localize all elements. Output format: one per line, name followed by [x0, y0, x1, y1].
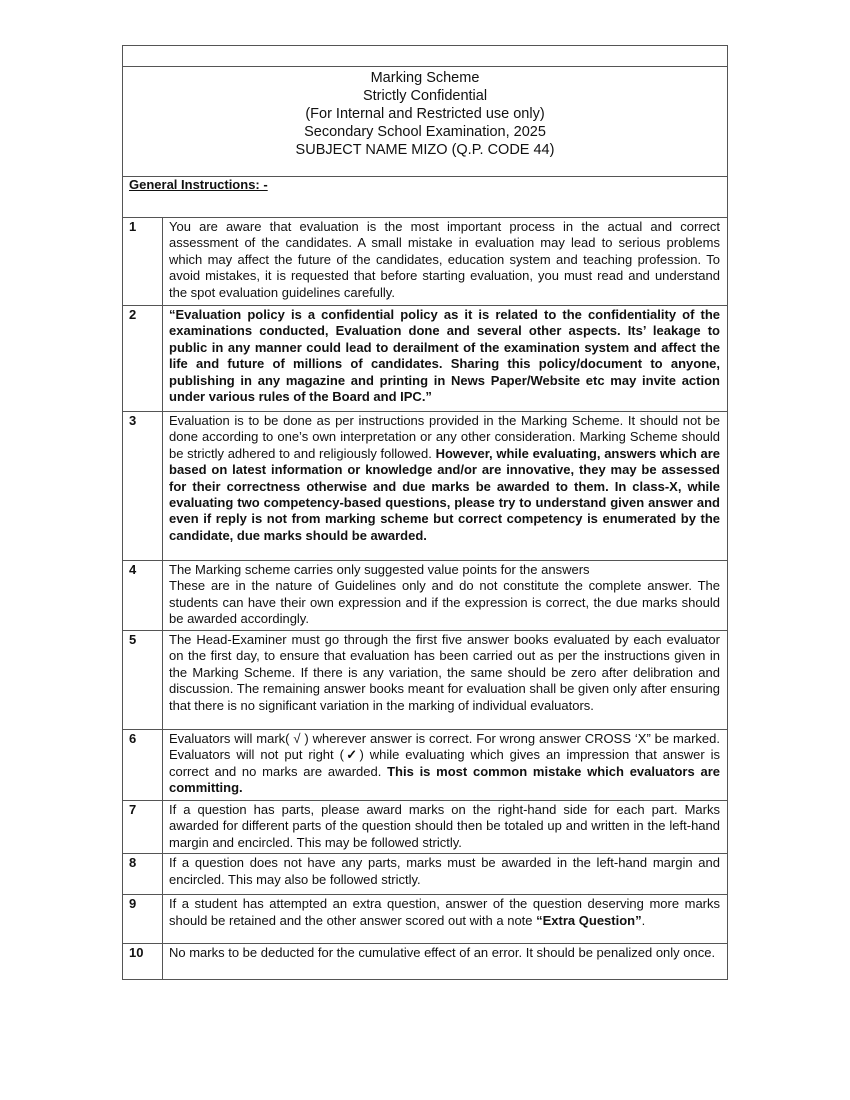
instruction-paragraph [169, 578, 720, 627]
body-text: If a question has parts, please award marks on the right-hand side for each part. Marks awarded for different parts of the question should then be totaled up and written in the left-hand margin and encircled. This may be followed strictly. [169, 802, 720, 850]
instruction-number: 5 [123, 631, 163, 730]
emphasized-text: This is most common mistake which evaluators are committing. [169, 763, 720, 796]
instruction-number: 9 [123, 895, 163, 944]
instruction-text [163, 561, 728, 631]
instruction-paragraph [169, 802, 720, 851]
instruction-number: 2 [123, 306, 163, 412]
instruction-paragraph [169, 562, 720, 578]
emphasized-text: “Extra Question” [536, 912, 642, 928]
title-confidential: Strictly Confidential [362, 88, 488, 104]
instruction-row [123, 730, 728, 801]
instruction-number: 7 [123, 801, 163, 854]
title-exam: Secondary School Examination, 2025 [304, 124, 546, 140]
body-text: If a student has attempted an extra question, answer of the question deserving more marks should be retained and the other answer scored out with a note [169, 896, 720, 928]
instruction-paragraph [169, 307, 720, 405]
instruction-text [163, 944, 728, 980]
title-restricted: (For Internal and Restricted use only) [305, 106, 545, 122]
instruction-row [123, 854, 728, 895]
emphasized-text: “Evaluation policy is a confidential policy as it is related to the confidentiality of the examinations conducted, Evaluation done and several other aspects. Its’ leakage to public in any manner could lead to derailment of the examination system and affect the life and future of millions of candidates. Sharing this policy/document to anyone, publishing in any magazine and printing in News Paper/Website etc may invite action under various rules of the Board and IPC.” [169, 307, 720, 405]
instruction-text [163, 631, 728, 730]
instruction-text [163, 412, 728, 561]
body-text: . [641, 912, 646, 928]
instruction-paragraph [169, 945, 720, 961]
body-text: These are in the nature of Guidelines only and do not constitute the complete answer. The students can have their own expression and if the expression is correct, the due marks should be awarded accordingly. [169, 578, 720, 627]
title-block [123, 67, 728, 177]
instruction-number: 6 [123, 730, 163, 801]
instruction-row [123, 895, 728, 944]
instruction-row [123, 218, 728, 306]
instruction-paragraph [169, 632, 720, 714]
instruction-row [123, 944, 728, 980]
instruction-row [123, 561, 728, 631]
instruction-text [163, 730, 728, 801]
instruction-row [123, 631, 728, 730]
instruction-number: 4 [123, 561, 163, 631]
body-text: The Marking scheme carries only suggested value points for the answers [169, 562, 590, 577]
instruction-paragraph [169, 219, 720, 301]
instruction-number: 1 [123, 218, 163, 306]
instruction-row [123, 412, 728, 561]
instruction-row [123, 801, 728, 854]
body-text: ) while evaluating which gives an impression that answer is correct and no marks are awarded. [169, 747, 720, 779]
instruction-number: 10 [123, 944, 163, 980]
general-instructions-row [123, 177, 728, 218]
title-subject: SUBJECT NAME MIZO (Q.P. CODE 44) [295, 142, 555, 158]
instruction-text [163, 306, 728, 412]
instruction-text [163, 218, 728, 306]
instruction-paragraph [169, 731, 720, 797]
title-marking-scheme: Marking Scheme [370, 70, 480, 86]
marking-scheme-table [122, 45, 728, 980]
body-text: Evaluation is to be done as per instructions provided in the Marking Scheme. It should not be done according to one’s own interpretation or any other consideration. Marking Scheme should be strictly adhered to and religiously followed. [169, 413, 720, 461]
instruction-text [163, 801, 728, 854]
instruction-text [163, 895, 728, 944]
instruction-number: 3 [123, 412, 163, 561]
emphasized-text: ✓ [343, 747, 360, 763]
body-text: The Head-Examiner must go through the first five answer books evaluated by each evaluator on the first day, to ensure that evaluation has been carried out as per the instructions given in the Marking Scheme. If there is any variation, the same should be zero after delibration and discussion. The remaining answer books meant for evaluation shall be given only after ensuring that there is no significant variation in the marking of individual evaluators. [169, 632, 720, 713]
blank-row [123, 46, 728, 67]
instruction-paragraph [169, 855, 720, 888]
body-text: Evaluators will mark( √ ) wherever answer is correct. For wrong answer CROSS ‘X” be marked. Evaluators will not put right ( [169, 731, 720, 763]
body-text: You are aware that evaluation is the most important process in the actual and correct assessment of the candidates. A small mistake in evaluation may lead to serious problems which may affect the future of the candidates, education system and teaching profession. To avoid mistakes, it is requested that before starting evaluation, you must read and understand the spot evaluation guidelines carefully. [169, 219, 720, 300]
instruction-paragraph [169, 413, 720, 544]
emphasized-text: However, while evaluating, answers which are based on latest information or knowledge and/or are innovative, they may be assessed for their correctness otherwise and due marks be awarded to them. In class-X, while evaluating two competency-based questions, please try to understand given answer and even if reply is not from marking scheme but correct competency is enumerated by the candidate, due marks should be awarded. [169, 445, 720, 543]
instruction-text [163, 854, 728, 895]
instruction-row [123, 306, 728, 412]
body-text: If a question does not have any parts, marks must be awarded in the left-hand margin and encircled. This may also be followed strictly. [169, 855, 720, 887]
general-instructions-heading: General Instructions: - [129, 177, 268, 192]
instruction-paragraph [169, 896, 720, 929]
instruction-number: 8 [123, 854, 163, 895]
body-text: No marks to be deducted for the cumulative effect of an error. It should be penalized only once. [169, 945, 716, 961]
